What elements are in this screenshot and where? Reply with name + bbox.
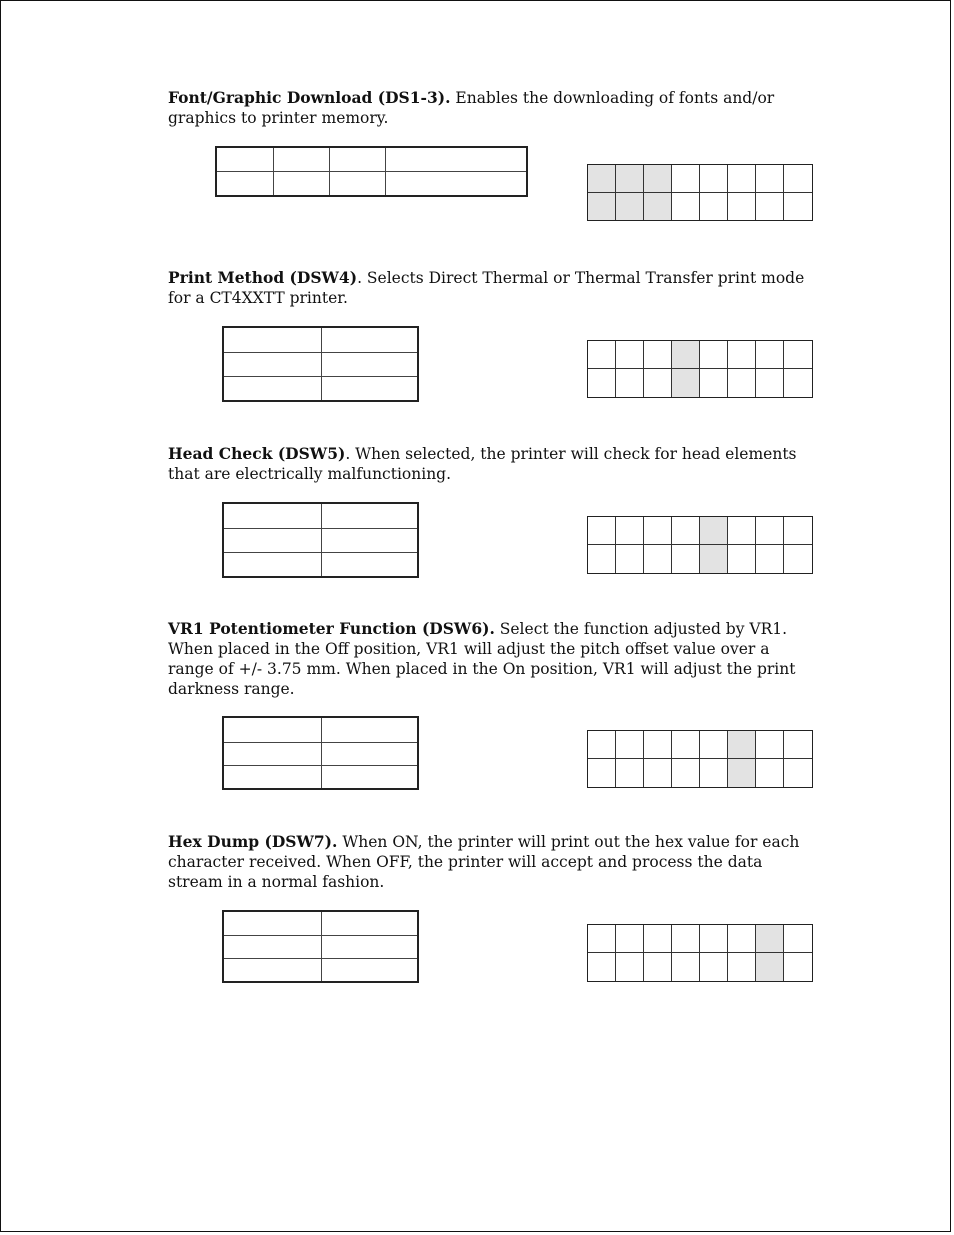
dip-switch-cell [784, 953, 812, 981]
section-body: . Selects Direct Thermal or Thermal Transfer print mode for a CT4XXTT printer. [168, 269, 805, 307]
settings-table [222, 502, 419, 578]
dip-switch-cell [756, 545, 784, 573]
dip-switch-cell [756, 731, 784, 759]
dip-switch-cell [644, 341, 672, 369]
section-body: Enables the downloading of fonts and/or graphics to printer memory. [168, 89, 775, 127]
section-title: Font/Graphic Download (DS1-3). [168, 88, 451, 107]
dip-switch-cell [728, 545, 756, 573]
section-paragraph [168, 619, 813, 699]
dip-switch-cell [784, 341, 812, 369]
section-paragraph [168, 444, 813, 484]
dip-switch-cell [784, 925, 812, 953]
dip-switch-diagram [587, 730, 813, 788]
dip-switch-cell [616, 953, 644, 981]
dip-switch-diagram [587, 516, 813, 574]
dip-switch-cell [756, 193, 784, 221]
dip-switch-cell [728, 193, 756, 221]
dip-switch-diagram [587, 340, 813, 398]
dip-switch-cell [728, 341, 756, 369]
dip-switch-cell [588, 165, 616, 193]
dip-switch-cell [644, 731, 672, 759]
dip-switch-cell [700, 369, 728, 397]
dip-switch-cell [756, 925, 784, 953]
dip-switch-cell [784, 369, 812, 397]
dip-switch-cell [644, 545, 672, 573]
dip-switch-cell [728, 953, 756, 981]
section-head-check [168, 444, 813, 484]
dip-switch-cell [756, 517, 784, 545]
dip-switch-cell [644, 517, 672, 545]
dip-switch-cell [728, 925, 756, 953]
dip-switch-cell [756, 165, 784, 193]
dip-switch-cell [784, 759, 812, 787]
dip-switch-cell [588, 517, 616, 545]
section-title: Print Method (DSW4) [168, 268, 358, 287]
settings-table [222, 326, 419, 402]
dip-switch-cell [588, 545, 616, 573]
dip-switch-cell [728, 759, 756, 787]
dip-switch-cell [644, 759, 672, 787]
dip-switch-cell [616, 731, 644, 759]
dip-switch-cell [588, 193, 616, 221]
dip-switch-cell [756, 341, 784, 369]
dip-switch-cell [588, 925, 616, 953]
dip-switch-cell [588, 953, 616, 981]
dip-switch-cell [644, 925, 672, 953]
section-body: Select the function adjusted by VR1. When placed in the Off position, VR1 will adjust the pitch offset value over a range of +/- 3.75 mm. When placed in the On position, VR1 will adjust the print darkness range. [168, 620, 796, 698]
dip-switch-cell [672, 341, 700, 369]
dip-switch-cell [784, 165, 812, 193]
dip-switch-cell [672, 731, 700, 759]
dip-switch-cell [672, 925, 700, 953]
dip-switch-cell [616, 369, 644, 397]
dip-switch-cell [616, 193, 644, 221]
dip-switch-cell [672, 193, 700, 221]
settings-table [222, 716, 419, 790]
dip-switch-cell [728, 165, 756, 193]
dip-switch-cell [756, 369, 784, 397]
dip-switch-cell [644, 369, 672, 397]
section-print-method [168, 268, 813, 308]
section-title: VR1 Potentiometer Function (DSW6). [168, 619, 495, 638]
dip-switch-cell [672, 369, 700, 397]
section-body: When ON, the printer will print out the hex value for each character received. When OFF, the printer will accept and process the data stream in a normal fashion. [168, 833, 800, 891]
dip-switch-cell [672, 953, 700, 981]
dip-switch-diagram [587, 164, 813, 221]
dip-switch-cell [700, 165, 728, 193]
dip-switch-cell [672, 759, 700, 787]
section-hex-dump [168, 832, 813, 892]
dip-switch-cell [700, 731, 728, 759]
dip-switch-cell [616, 759, 644, 787]
section-body: . When selected, the printer will check for head elements that are electrically malfunctioning. [168, 445, 797, 483]
section-paragraph [168, 88, 813, 128]
dip-switch-cell [616, 925, 644, 953]
dip-switch-cell [616, 165, 644, 193]
dip-switch-cell [616, 545, 644, 573]
dip-switch-cell [700, 545, 728, 573]
dip-switch-cell [616, 517, 644, 545]
dip-switch-cell [784, 517, 812, 545]
section-paragraph [168, 268, 813, 308]
section-title: Hex Dump (DSW7). [168, 832, 338, 851]
dip-switch-cell [644, 193, 672, 221]
dip-switch-cell [588, 731, 616, 759]
dip-switch-cell [756, 953, 784, 981]
dip-switch-cell [588, 369, 616, 397]
dip-switch-cell [728, 731, 756, 759]
dip-switch-cell [728, 517, 756, 545]
dip-switch-cell [588, 341, 616, 369]
dip-switch-cell [700, 925, 728, 953]
section-font-graphic-download [168, 88, 813, 128]
dip-switch-diagram [587, 924, 813, 982]
dip-switch-cell [672, 165, 700, 193]
dip-switch-cell [644, 953, 672, 981]
dip-switch-cell [784, 193, 812, 221]
dip-switch-cell [784, 545, 812, 573]
dip-switch-cell [644, 165, 672, 193]
settings-table [215, 146, 528, 197]
section-paragraph [168, 832, 813, 892]
dip-switch-cell [756, 759, 784, 787]
dip-switch-cell [672, 545, 700, 573]
dip-switch-cell [616, 341, 644, 369]
dip-switch-cell [700, 953, 728, 981]
dip-switch-cell [672, 517, 700, 545]
dip-switch-cell [700, 341, 728, 369]
settings-table [222, 910, 419, 983]
dip-switch-cell [784, 731, 812, 759]
dip-switch-cell [588, 759, 616, 787]
section-vr1-potentiometer [168, 619, 813, 699]
dip-switch-cell [700, 759, 728, 787]
dip-switch-cell [700, 193, 728, 221]
dip-switch-cell [728, 369, 756, 397]
dip-switch-cell [700, 517, 728, 545]
section-title: Head Check (DSW5) [168, 444, 346, 463]
